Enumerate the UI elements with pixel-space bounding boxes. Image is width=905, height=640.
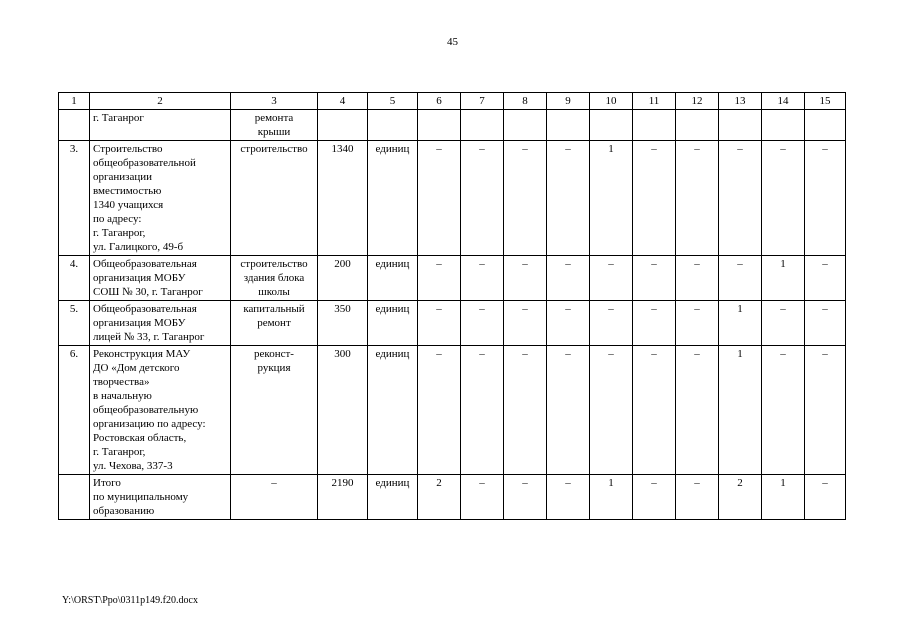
- column-header-3: 3: [231, 93, 318, 110]
- table-cell-col-1: 4.: [59, 256, 90, 301]
- column-header-7: 7: [461, 93, 504, 110]
- table-cell-col-3: ремонта крыши: [231, 110, 318, 141]
- column-header-13: 13: [719, 93, 762, 110]
- table-cell-col-11: –: [633, 256, 676, 301]
- table-cell-col-2: Строительство общеобразовательной организации вместимостью 1340 учащихся по адресу: г. Таганрог, ул. Галицкого, 49-б: [90, 141, 231, 256]
- table-cell-col-4: [318, 110, 368, 141]
- column-header-1: 1: [59, 93, 90, 110]
- table-cell-col-4: 350: [318, 301, 368, 346]
- table-cell-col-14: [762, 110, 805, 141]
- table-cell-col-8: –: [504, 256, 547, 301]
- table-cell-col-1: [59, 475, 90, 520]
- table-cell-col-7: –: [461, 475, 504, 520]
- table-cell-col-8: –: [504, 301, 547, 346]
- table-cell-col-5: единиц: [368, 141, 418, 256]
- table-cell-col-4: 1340: [318, 141, 368, 256]
- table-cell-col-12: –: [676, 301, 719, 346]
- table-cell-col-10: [590, 110, 633, 141]
- table-cell-col-4: 2190: [318, 475, 368, 520]
- table-cell-col-13: 2: [719, 475, 762, 520]
- table-cell-col-14: –: [762, 141, 805, 256]
- table-cell-col-10: –: [590, 256, 633, 301]
- table-cell-col-9: –: [547, 256, 590, 301]
- table-row: [59, 256, 846, 301]
- table-cell-col-1: 5.: [59, 301, 90, 346]
- table-cell-col-7: –: [461, 301, 504, 346]
- table-cell-col-5: единиц: [368, 346, 418, 475]
- table-row: [59, 141, 846, 256]
- table-cell-col-2: Общеобразовательная организация МОБУ СОШ № 30, г. Таганрог: [90, 256, 231, 301]
- column-header-11: 11: [633, 93, 676, 110]
- column-header-9: 9: [547, 93, 590, 110]
- table-cell-col-6: [418, 110, 461, 141]
- column-header-2: 2: [90, 93, 231, 110]
- header-row: [59, 93, 846, 110]
- table-cell-col-13: –: [719, 256, 762, 301]
- table-cell-col-3: строительство: [231, 141, 318, 256]
- column-header-4: 4: [318, 93, 368, 110]
- page-number: 45: [447, 36, 458, 48]
- table-cell-col-4: 300: [318, 346, 368, 475]
- table-cell-col-13: 1: [719, 301, 762, 346]
- table-cell-col-3: –: [231, 475, 318, 520]
- column-header-10: 10: [590, 93, 633, 110]
- table-row: [59, 301, 846, 346]
- table-cell-col-8: –: [504, 141, 547, 256]
- table-row: [59, 475, 846, 520]
- table-cell-col-13: [719, 110, 762, 141]
- table-cell-col-3: строительство здания блока школы: [231, 256, 318, 301]
- table-cell-col-12: [676, 110, 719, 141]
- table-cell-col-11: –: [633, 475, 676, 520]
- table-cell-col-7: [461, 110, 504, 141]
- table-cell-col-12: –: [676, 256, 719, 301]
- table-cell-col-6: –: [418, 301, 461, 346]
- table-cell-col-6: –: [418, 141, 461, 256]
- column-header-8: 8: [504, 93, 547, 110]
- table-cell-col-14: –: [762, 301, 805, 346]
- table-cell-col-15: –: [805, 475, 846, 520]
- table-cell-col-9: –: [547, 301, 590, 346]
- table-body: [59, 110, 846, 520]
- table-cell-col-8: [504, 110, 547, 141]
- table-cell-col-11: [633, 110, 676, 141]
- table-cell-col-12: –: [676, 346, 719, 475]
- table-cell-col-10: 1: [590, 141, 633, 256]
- table-cell-col-3: капитальный ремонт: [231, 301, 318, 346]
- table-cell-col-2: г. Таганрог: [90, 110, 231, 141]
- column-header-12: 12: [676, 93, 719, 110]
- table-cell-col-15: –: [805, 301, 846, 346]
- table-cell-col-10: –: [590, 301, 633, 346]
- table-cell-col-12: –: [676, 141, 719, 256]
- column-header-14: 14: [762, 93, 805, 110]
- table-cell-col-10: –: [590, 346, 633, 475]
- table-cell-col-1: 3.: [59, 141, 90, 256]
- table-cell-col-6: –: [418, 256, 461, 301]
- table-cell-col-6: 2: [418, 475, 461, 520]
- table-cell-col-11: –: [633, 141, 676, 256]
- table-cell-col-9: [547, 110, 590, 141]
- column-header-15: 15: [805, 93, 846, 110]
- table-cell-col-5: единиц: [368, 475, 418, 520]
- table-cell-col-11: –: [633, 301, 676, 346]
- file-path-footer: Y:\ORST\Ppo\0311p149.f20.docx: [62, 595, 198, 606]
- table-cell-col-5: единиц: [368, 301, 418, 346]
- table-cell-col-15: –: [805, 141, 846, 256]
- table-cell-col-2: Итого по муниципальному образованию: [90, 475, 231, 520]
- table-row: [59, 110, 846, 141]
- table-cell-col-8: –: [504, 475, 547, 520]
- table-cell-col-3: реконст- рукция: [231, 346, 318, 475]
- table-cell-col-15: –: [805, 346, 846, 475]
- table-cell-col-12: –: [676, 475, 719, 520]
- table-cell-col-9: –: [547, 475, 590, 520]
- column-header-6: 6: [418, 93, 461, 110]
- table-cell-col-13: 1: [719, 346, 762, 475]
- table-cell-col-2: Реконструкция МАУ ДО «Дом детского творчества» в начальную общеобразовательную организацию по адресу: Ростовская область, г. Таганрог, ул. Чехова, 337-3: [90, 346, 231, 475]
- table-cell-col-5: единиц: [368, 256, 418, 301]
- table-cell-col-4: 200: [318, 256, 368, 301]
- table-cell-col-9: –: [547, 141, 590, 256]
- table-cell-col-5: [368, 110, 418, 141]
- table-cell-col-7: –: [461, 256, 504, 301]
- table-cell-col-11: –: [633, 346, 676, 475]
- column-header-5: 5: [368, 93, 418, 110]
- table-cell-col-7: –: [461, 346, 504, 475]
- table-cell-col-6: –: [418, 346, 461, 475]
- table-cell-col-15: [805, 110, 846, 141]
- table-cell-col-10: 1: [590, 475, 633, 520]
- table-cell-col-15: –: [805, 256, 846, 301]
- table-cell-col-1: [59, 110, 90, 141]
- table-row: [59, 346, 846, 475]
- table-cell-col-7: –: [461, 141, 504, 256]
- table-cell-col-14: 1: [762, 475, 805, 520]
- table-cell-col-14: –: [762, 346, 805, 475]
- table-cell-col-14: 1: [762, 256, 805, 301]
- table-cell-col-8: –: [504, 346, 547, 475]
- data-table: [58, 92, 846, 520]
- table-cell-col-13: –: [719, 141, 762, 256]
- table-cell-col-1: 6.: [59, 346, 90, 475]
- table-cell-col-9: –: [547, 346, 590, 475]
- table-cell-col-2: Общеобразовательная организация МОБУ лицей № 33, г. Таганрог: [90, 301, 231, 346]
